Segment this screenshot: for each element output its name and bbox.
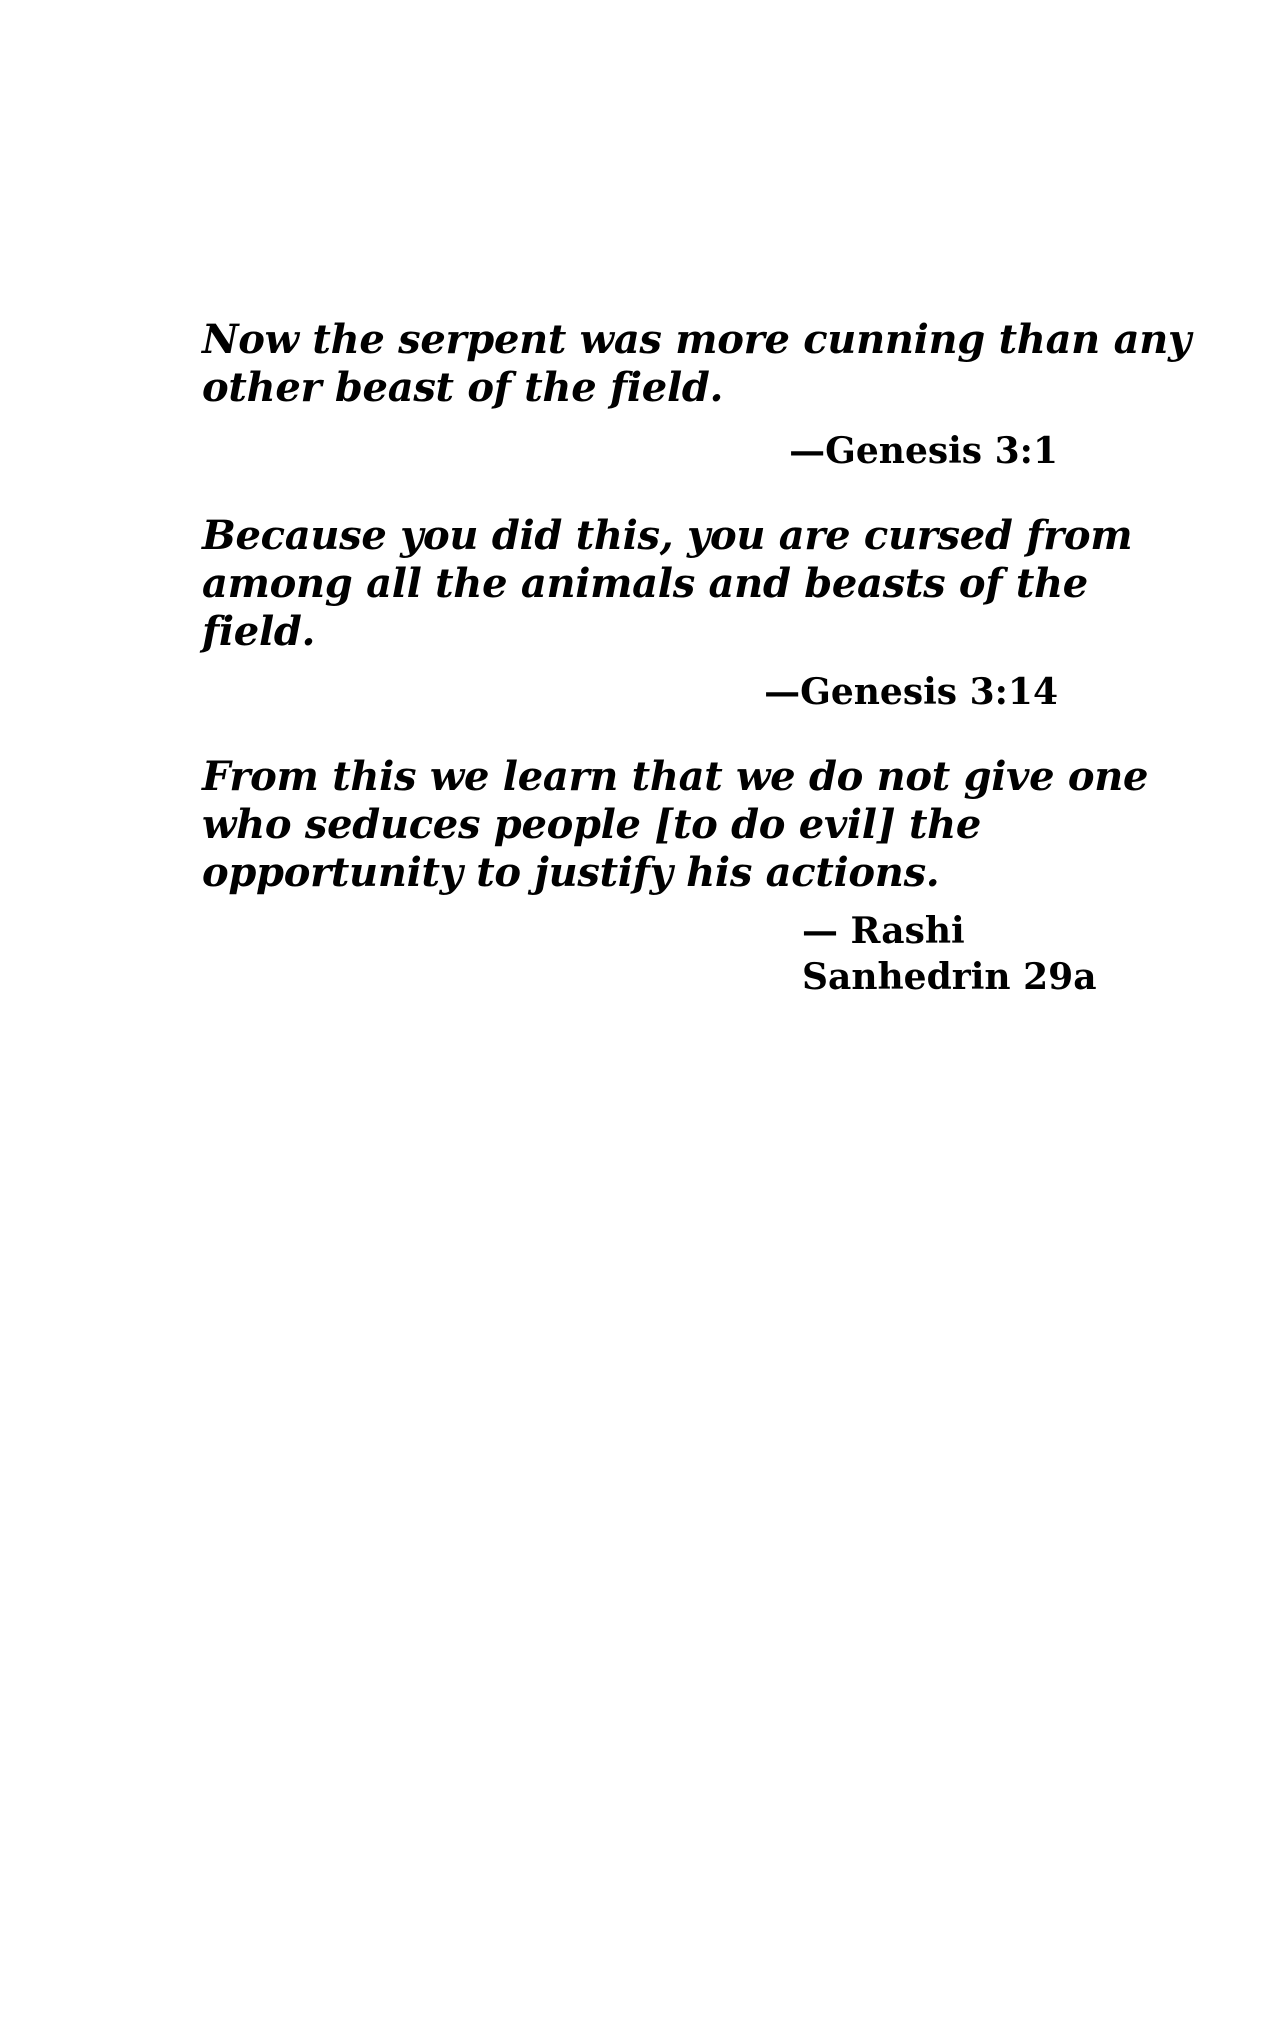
- attribution-source: Sanhedrin 29a: [802, 956, 1097, 998]
- attribution-author: — Rashi: [802, 910, 965, 952]
- quote-line: other beast of the field.: [202, 364, 724, 411]
- epigraph-3: [202, 753, 1149, 1013]
- quote-line: From this we learn that we do not give one: [202, 753, 1149, 800]
- epigraph-1-attribution: —Genesis 3:1: [789, 430, 1058, 472]
- epigraph-2-attribution: —Genesis 3:14: [764, 671, 1058, 713]
- quote-line: Now the serpent was more cunning than any: [202, 316, 1191, 363]
- quote-line: field.: [202, 608, 316, 655]
- quote-line: who seduces people [to do evil] the: [202, 801, 982, 848]
- epigraph-2-quote: [202, 512, 1133, 656]
- quote-line: Because you did this, you are cursed from: [202, 512, 1133, 559]
- epigraph-1: [202, 316, 1191, 476]
- quote-line: opportunity to justify his actions.: [202, 849, 940, 896]
- epigraph-2: [202, 512, 1133, 713]
- epigraph-3-attribution: [802, 908, 1097, 1000]
- epigraph-1-quote: [202, 316, 1191, 412]
- quote-line: among all the animals and beasts of the: [202, 560, 1088, 607]
- epigraph-3-quote: [202, 753, 1149, 897]
